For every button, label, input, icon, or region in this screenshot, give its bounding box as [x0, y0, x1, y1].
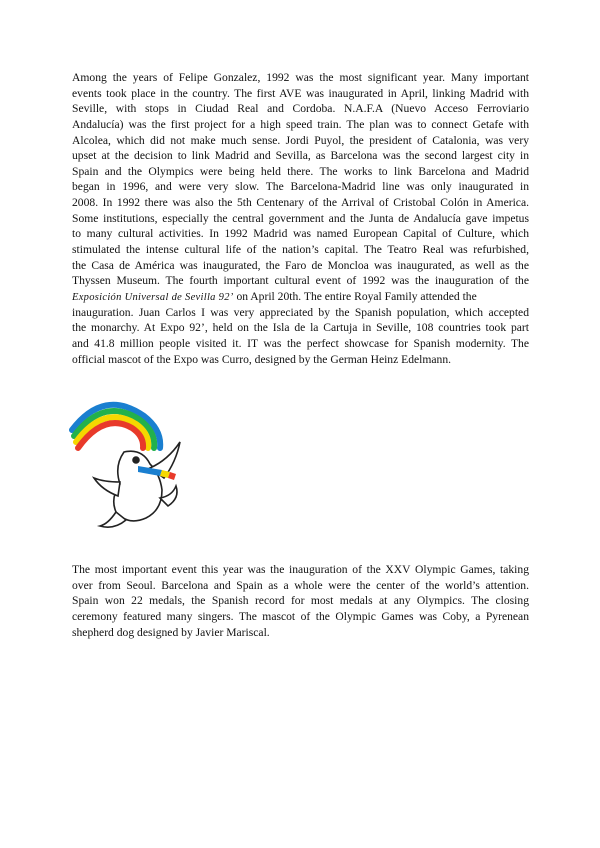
text-line: over from Seoul. Barcelona and Spain as a whole were the center of the world’s attention. [72, 578, 529, 592]
text-line: stimulated the intense cultural life of the nation’s capital. The Teatro Real was refurbished, [72, 243, 529, 257]
text-line: Alcolea, which did not make much sense. Jordi Puyol, the president of Catalonia, was very [72, 133, 529, 147]
text-line: upset at the decision to link Madrid and Sevilla, as Barcelona was the second largest city in [72, 149, 529, 163]
text-line: Among the years of Felipe Gonzalez, 1992 was the most significant year. Many important [72, 71, 529, 84]
text-line: Thyssen Museum. The fourth important cultural event of 1992 was the inauguration of the [72, 274, 529, 288]
text-line: inauguration. Juan Carlos I was very appreciated by the Spanish population, which accepted [72, 305, 529, 319]
text-line [72, 289, 529, 305]
text-line: the Casa de América was inaugurated, the Faro de Moncloa was inaugurated, as well as the [72, 258, 529, 272]
text-line: Andalucía) was the first project for a high speed train. The plan was to connect Getafe with [72, 117, 529, 131]
text-line: to many cultural activities. In 1992 Madrid was named European Capital of Culture, which [72, 227, 529, 241]
text-line: events took place in the country. The first AVE was inaugurated in April, linking Madrid with [72, 86, 529, 100]
text-line: the monarchy. At Expo 92’, held on the Isla de la Cartuja in Seville, 108 countries took part [72, 321, 529, 335]
paragraph-olympics [72, 562, 529, 640]
text-line: and 41.8 million people visited it. IT was the perfect showcase for Spanish modernity. The [72, 336, 529, 350]
paragraph-expo-92 [72, 70, 529, 367]
text-line: Spain won 22 medals, the Spanish record for most medals at any Olympics. The closing [72, 594, 529, 608]
text-line: shepherd dog designed by Javier Mariscal. [72, 625, 270, 639]
text-line: Spain and the Olympics were being held there. The works to link Barcelona and Madrid [72, 164, 529, 178]
text-line: began in 1996, and were very slow. The Barcelona-Madrid line was only inaugurated in [72, 180, 529, 194]
text-line: Some institutions, especially the central government and the Junta de Andalucía gave impetus [72, 211, 529, 225]
text-segment: on April 20th. The entire Royal Family attended the [233, 289, 477, 303]
curro-mascot-image [64, 386, 194, 536]
text-line: Seville, with stops in Ciudad Real and Cordoba. N.A.F.A (Nuevo Acceso Ferroviario [72, 102, 529, 116]
text-line: 2008. In 1992 there was also the 5th Centenary of the Arrival of Cristobal Colón in America. [72, 196, 529, 210]
text-line: ceremony featured many singers. The mascot of the Olympic Games was Coby, a Pyrenean [72, 609, 529, 623]
text-line: The most important event this year was the inauguration of the XXV Olympic Games, taking [72, 563, 529, 576]
text-line: official mascot of the Expo was Curro, designed by the German Heinz Edelmann. [72, 352, 452, 366]
expo-title-italic: Exposición Universal de Sevilla 92’ [72, 291, 234, 303]
